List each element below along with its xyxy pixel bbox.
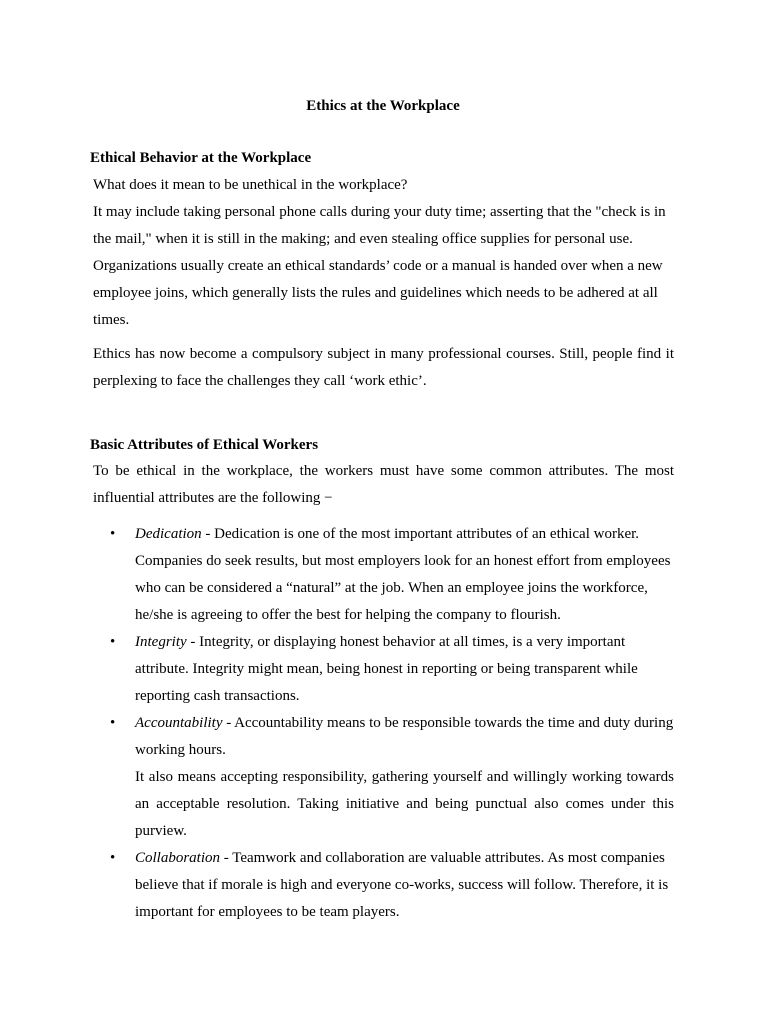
list-item-text	[135, 710, 674, 764]
list-item-dedication	[0, 521, 768, 629]
bullet-icon: •	[110, 634, 116, 650]
attribute-description: - Dedication is one of the most important attributes of an ethical worker. Companies do seek results, but most employers look for an honest effort from employees who can be considered a “natural” at the job. When an employee joins the workforce, he/she is agreeing to offer the best for helping the company to flourish.	[135, 526, 671, 623]
list-item-integrity	[0, 629, 768, 710]
list-item-text	[135, 629, 674, 710]
bullet-icon: •	[110, 715, 116, 731]
list-item-collaboration	[0, 845, 768, 926]
attribute-description: - Teamwork and collaboration are valuable attributes. As most companies believe that if morale is high and everyone co-works, success will follow. Therefore, it is important for employees to be team players.	[135, 850, 669, 920]
attribute-description: - Integrity, or displaying honest behavior at all times, is a very important attribute. Integrity might mean, being honest in reporting or being transparent while reporting cash transactions.	[135, 634, 638, 704]
attributes-list	[0, 521, 768, 926]
attribute-term: Integrity	[135, 634, 187, 650]
section-heading-attributes: Basic Attributes of Ethical Workers	[90, 437, 319, 453]
attribute-description: - Accountability means to be responsible towards the time and duty during working hours.	[135, 715, 674, 758]
section-heading-ethical-behavior: Ethical Behavior at the Workplace	[90, 150, 312, 166]
bullet-icon: •	[110, 850, 116, 866]
document-title: Ethics at the Workplace	[306, 98, 460, 114]
attribute-term: Collaboration	[135, 850, 221, 866]
list-item-text	[135, 845, 674, 926]
behavior-paragraph: It may include taking personal phone calls during your duty time; asserting that the "check is in the mail," when it is still in the making; and even stealing office supplies for personal use. Organizations usually create an ethical standards’ code or a manual is handed over when a new employee joins, which generally lists the rules and guidelines which needs to be adhered at all times.	[93, 204, 666, 328]
question-paragraph: What does it mean to be unethical in the workplace?	[93, 177, 408, 193]
list-item-text	[135, 521, 674, 629]
attribute-term: Dedication	[135, 526, 202, 542]
bullet-icon: •	[110, 526, 116, 542]
list-item-accountability	[0, 710, 768, 845]
ethics-paragraph: Ethics has now become a compulsory subject in many professional courses. Still, people find it perplexing to face the challenges they call ‘work ethic’.	[93, 346, 674, 389]
accountability-extra-text: It also means accepting responsibility, gathering yourself and willingly working towards an acceptable resolution. Taking initiative and being punctual also comes under this purview.	[135, 769, 674, 839]
attribute-term: Accountability	[135, 715, 223, 731]
attributes-intro-paragraph: To be ethical in the workplace, the workers must have some common attributes. The most influential attributes are the following −	[93, 463, 674, 506]
